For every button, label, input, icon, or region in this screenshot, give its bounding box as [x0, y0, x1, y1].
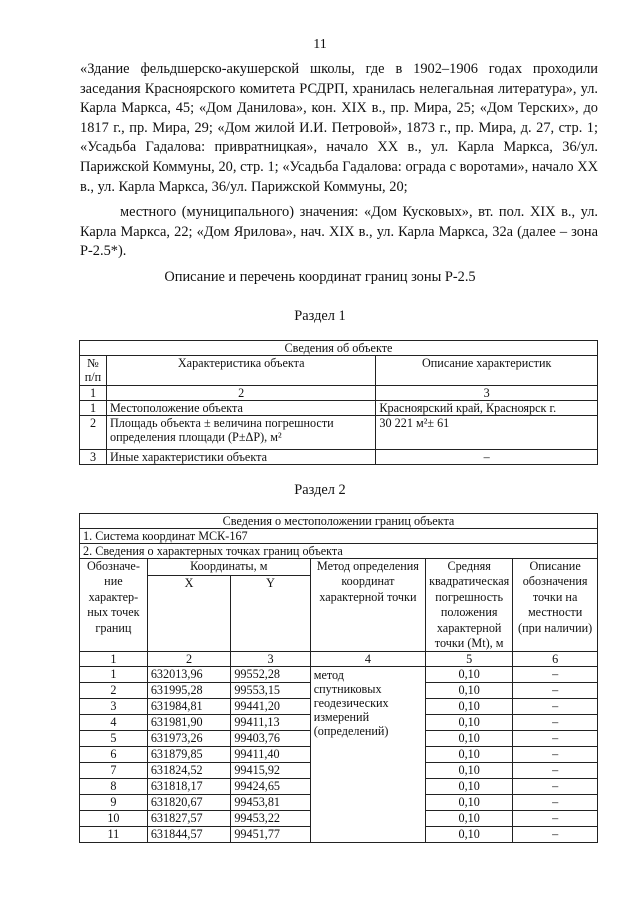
- row-characteristic: Площадь объекта ± величина погрешности определения площади (P±ΔP), м²: [106, 416, 375, 450]
- point-accuracy: 0,10: [426, 667, 513, 683]
- row-value: –: [376, 450, 598, 465]
- header-coordinates: Координаты, м: [147, 559, 310, 576]
- method-text: спутниковых: [313, 682, 382, 697]
- row-characteristic: Местоположение объекта: [106, 401, 375, 416]
- header-method: Метод определения координат характерной точки: [310, 559, 425, 652]
- point-description: –: [513, 699, 598, 715]
- point-number: 11: [80, 827, 148, 843]
- index-cell: 3: [376, 386, 598, 401]
- point-accuracy: 0,10: [426, 699, 513, 715]
- point-accuracy: 0,10: [426, 683, 513, 699]
- point-description: –: [513, 715, 598, 731]
- point-x: 631844,57: [147, 827, 230, 843]
- point-number: 6: [80, 747, 148, 763]
- point-number: 5: [80, 731, 148, 747]
- point-accuracy: 0,10: [426, 811, 513, 827]
- object-info-table-title: Сведения об объекте: [80, 341, 598, 356]
- point-y: 99403,76: [231, 731, 310, 747]
- zone-heading: Описание и перечень координат границ зоны Р-2.5: [164, 269, 476, 285]
- header-number: № п/п: [80, 356, 107, 386]
- method-text: измерений: [313, 710, 370, 725]
- point-description: –: [513, 795, 598, 811]
- point-accuracy: 0,10: [426, 827, 513, 843]
- point-accuracy: 0,10: [426, 715, 513, 731]
- point-description: –: [513, 667, 598, 683]
- header-accuracy: Средняя квадратическая погрешность положения характерной точки (Mt), м: [426, 559, 513, 652]
- point-accuracy: 0,10: [426, 763, 513, 779]
- point-y: 99453,81: [231, 795, 310, 811]
- point-x: 631879,85: [147, 747, 230, 763]
- point-description: –: [513, 747, 598, 763]
- header-characteristic: Характеристика объекта: [106, 356, 375, 386]
- point-number: 8: [80, 779, 148, 795]
- point-y: 99411,13: [231, 715, 310, 731]
- index-cell: 3: [231, 652, 310, 667]
- point-y: 99451,77: [231, 827, 310, 843]
- index-cell: 4: [310, 652, 425, 667]
- points-body: [80, 667, 598, 843]
- point-x: 631824,52: [147, 763, 230, 779]
- point-x: 631820,67: [147, 795, 230, 811]
- row-number: 2: [80, 416, 107, 450]
- row-characteristic: Иные характеристики объекта: [106, 450, 375, 465]
- point-x: 631973,26: [147, 731, 230, 747]
- header-point-description: Описание обозначения точки на местности (при наличии): [513, 559, 598, 652]
- point-accuracy: 0,10: [426, 795, 513, 811]
- point-number: 2: [80, 683, 148, 699]
- index-cell: 5: [426, 652, 513, 667]
- points-title: 2. Сведения о характерных точках границ объекта: [80, 544, 598, 559]
- point-y: 99424,65: [231, 779, 310, 795]
- section-1-title: Раздел 1: [294, 308, 346, 324]
- point-x: 631995,28: [147, 683, 230, 699]
- page-number: 11: [313, 37, 327, 52]
- point-x: 631818,17: [147, 779, 230, 795]
- paragraph-monuments-local: местного (муниципального) значения: «Дом Кусковых», вт. пол. XIX в., ул. Карла Маркса, 22; «Дом Ярилова», нач. XIX в., ул. Карла Маркса, 32а (далее – зона Р-2.5*).: [80, 204, 598, 260]
- header-x: X: [147, 576, 230, 652]
- point-x: 632013,96: [147, 667, 230, 683]
- point-description: –: [513, 683, 598, 699]
- point-y: 99441,20: [231, 699, 310, 715]
- row-number: 1: [80, 401, 107, 416]
- boundary-points-table: [79, 513, 598, 843]
- point-description: –: [513, 779, 598, 795]
- coordinate-system: 1. Система координат МСК-167: [80, 529, 598, 544]
- point-y: 99453,22: [231, 811, 310, 827]
- paragraph-monuments-regional: «Здание фельдшерско-акушерской школы, где в 1902–1906 годах проходили заседания Красноярского комитета РСДРП, хранилась нелегальная литература», ул. Карла Маркса, 45; «Дом Данилова», кон. XIX в., пр. Мира, 25; «Дом Терских», до 1817 г., пр. Мира, 29; «Дом жилой И.И. Петровой», 1873 г., пр. Мира, д. 27, стр. 1; «Усадьба Гадалова: привратницкая», начало XX в., ул. Карла Маркса, 36/ул. Парижской Коммуны, 20, стр. 1; «Усадьба Гадалова: ограда с воротами», начало XX в., ул. Карла Маркса, 36/ул. Парижской Коммуны, 20;: [80, 61, 598, 195]
- section-2-title: Раздел 2: [294, 482, 346, 498]
- point-number: 4: [80, 715, 148, 731]
- point-x: 631827,57: [147, 811, 230, 827]
- row-value: 30 221 м²± 61: [376, 416, 598, 450]
- point-number: 3: [80, 699, 148, 715]
- row-value: Красноярский край, Красноярск г.: [376, 401, 598, 416]
- index-cell: 1: [80, 652, 148, 667]
- point-x: 631984,81: [147, 699, 230, 715]
- point-x: 631981,90: [147, 715, 230, 731]
- index-cell: 2: [106, 386, 375, 401]
- method-text: (определений): [313, 724, 389, 739]
- point-number: 9: [80, 795, 148, 811]
- header-y: Y: [231, 576, 310, 652]
- point-y: 99415,92: [231, 763, 310, 779]
- point-accuracy: 0,10: [426, 779, 513, 795]
- header-description: Описание характеристик: [376, 356, 598, 386]
- method-text: метод: [313, 668, 344, 683]
- point-description: –: [513, 731, 598, 747]
- point-accuracy: 0,10: [426, 747, 513, 763]
- point-number: 1: [80, 667, 148, 683]
- table-row: [80, 450, 598, 465]
- table-row: [80, 416, 598, 450]
- point-y: 99411,40: [231, 747, 310, 763]
- index-cell: 1: [80, 386, 107, 401]
- index-cell: 6: [513, 652, 598, 667]
- table-row: [80, 667, 598, 683]
- method-cell: [310, 667, 425, 843]
- point-description: –: [513, 763, 598, 779]
- point-accuracy: 0,10: [426, 731, 513, 747]
- point-number: 10: [80, 811, 148, 827]
- point-y: 99553,15: [231, 683, 310, 699]
- object-info-table: [79, 340, 598, 465]
- index-cell: 2: [147, 652, 230, 667]
- point-number: 7: [80, 763, 148, 779]
- method-text: геодезических: [313, 696, 389, 711]
- table-row: [80, 401, 598, 416]
- point-description: –: [513, 811, 598, 827]
- point-description: –: [513, 827, 598, 843]
- row-number: 3: [80, 450, 107, 465]
- header-designation: Обозначе-ние характер-ных точек границ: [80, 559, 148, 652]
- point-y: 99552,28: [231, 667, 310, 683]
- boundary-table-title: Сведения о местоположении границ объекта: [80, 514, 598, 529]
